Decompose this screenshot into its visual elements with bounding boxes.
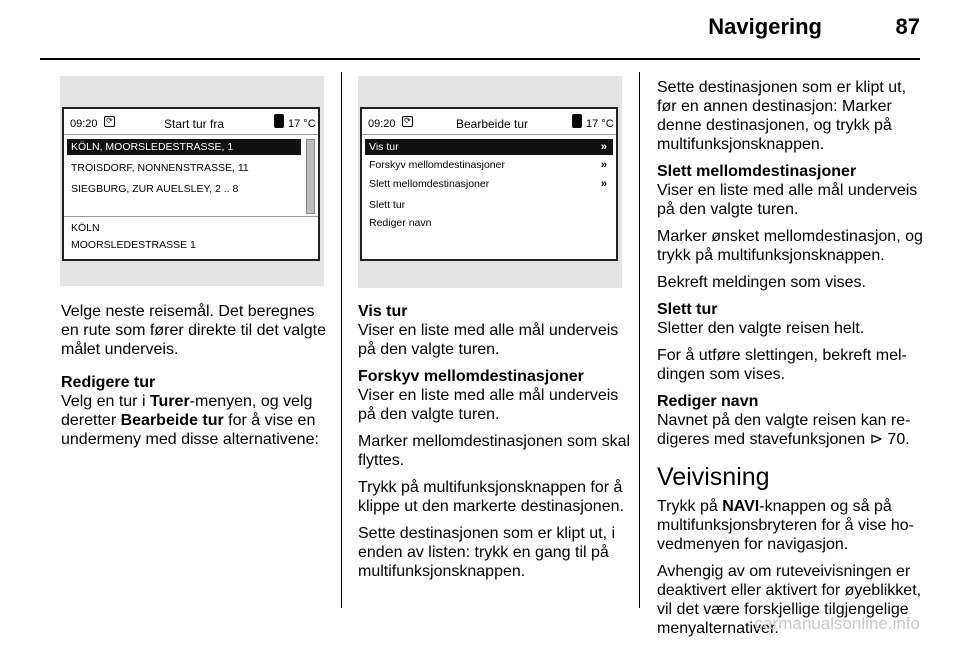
column-1-text bbox=[61, 302, 329, 457]
screen-divider bbox=[362, 134, 616, 135]
column-2-text bbox=[358, 302, 632, 589]
list-item-selected[interactable]: KÖLN, MOORSLEDESTRASSE, 1 bbox=[67, 139, 301, 155]
list-item[interactable]: TROISDORF, NONNENSTRASSE, 11 bbox=[71, 162, 249, 174]
paragraph: Sette destinasjonen som er klipt ut, før en annen destinasjon: Marker denne destinasjonen, og trykk på multifunksjonsknappen. bbox=[657, 79, 907, 153]
screen-divider bbox=[64, 134, 318, 135]
text-run: Velg en tur i bbox=[61, 393, 150, 410]
heading-slett-mellomdestinasjoner: Slett mellomdestinasjoner bbox=[657, 163, 857, 180]
heading-slett-tur: Slett tur bbox=[657, 301, 718, 318]
menu-item-label: Vis tur bbox=[369, 141, 399, 153]
paragraph: Trykk på multifunksjonsknappen for å klippe ut den markerte destinasjonen. bbox=[358, 479, 624, 515]
menu-item-rediger-navn[interactable]: Rediger navn bbox=[369, 217, 432, 229]
screen-clock: 09:20 bbox=[70, 118, 98, 130]
column-divider-2 bbox=[639, 72, 640, 608]
page-number: 87 bbox=[895, 14, 920, 39]
thermometer-icon bbox=[572, 114, 582, 128]
paragraph: For å utføre slettingen, bekreft meldingen som vises. bbox=[657, 347, 907, 383]
paragraph: Sletter den valgte reisen helt. bbox=[657, 320, 865, 337]
menu-item-vis-tur[interactable] bbox=[365, 139, 613, 155]
column-divider-1 bbox=[341, 72, 342, 608]
footer-line: MOORSLEDESTRASSE 1 bbox=[71, 239, 196, 251]
text-run: -knappen og så på multifunksjonsbryteren for å vise hovedmenyen for navigasjon. bbox=[657, 498, 914, 553]
screen-title: Bearbeide tur bbox=[455, 117, 529, 131]
clock-icon: ⟳ bbox=[104, 116, 115, 127]
menu-item-label: Slett mellomdestinasjoner bbox=[369, 178, 490, 190]
heading-veivisning: Veivisning bbox=[657, 463, 770, 491]
heading-rediger-navn: Rediger navn bbox=[657, 393, 759, 410]
keyword-bearbeide-tur: Bearbeide tur bbox=[120, 412, 224, 429]
header-rule bbox=[40, 58, 920, 60]
paragraph: Marker mellomdestinasjonen som skal flyttes. bbox=[358, 433, 631, 469]
heading-forskyv: Forskyv mellomdestinasjoner bbox=[358, 368, 584, 385]
paragraph: Velge neste reisemål. Det beregnes en rute som fører direkte til det valgte målet underveis. bbox=[61, 303, 326, 358]
list-item[interactable]: SIEGBURG, ZUR AUELSLEY, 2 .. 8 bbox=[71, 183, 239, 195]
paragraph: Viser en liste med alle mål underveis på den valgte turen. bbox=[358, 387, 619, 423]
page-header-title: Navigering bbox=[708, 14, 822, 39]
display-screen-2 bbox=[360, 107, 618, 261]
heading-redigere-tur: Redigere tur bbox=[61, 374, 156, 391]
text-run: for å vise en undermeny med disse alternativene: bbox=[61, 412, 319, 448]
screen-title: Start tur fra bbox=[163, 117, 225, 131]
footer-line: KÖLN bbox=[71, 222, 100, 234]
heading-vis-tur: Vis tur bbox=[358, 303, 408, 320]
scrollbar[interactable] bbox=[306, 139, 315, 214]
screen-divider bbox=[64, 216, 318, 217]
chevron-right-icon: » bbox=[600, 141, 607, 153]
keyword-turer: Turer bbox=[149, 393, 190, 410]
text-run: -menyen, og velg deretter bbox=[61, 393, 313, 429]
menu-item-slett-mellom[interactable] bbox=[365, 176, 613, 192]
paragraph: Bekreft meldingen som vises. bbox=[657, 274, 866, 291]
menu-item-forskyv[interactable] bbox=[365, 157, 613, 173]
text-run: Trykk på bbox=[657, 498, 723, 515]
chevron-right-icon: » bbox=[600, 159, 607, 171]
paragraph: Avhengig av om ruteveivisningen er deaktivert eller aktivert for øyeblikket, vil det være forskjellige tilgjengelige menyalternativer. bbox=[657, 563, 922, 637]
clock-icon: ⟳ bbox=[402, 116, 413, 127]
paragraph: Viser en liste med alle mål underveis på den valgte turen. bbox=[657, 182, 918, 218]
keyword-navi: NAVI bbox=[722, 498, 760, 515]
paragraph: Marker ønsket mellomdestinasjon, og trykk på multifunksjonsknappen. bbox=[657, 228, 923, 264]
paragraph: Sette destinasjonen som er klipt ut, i enden av listen: trykk en gang til på multifunksjonsknappen. bbox=[358, 525, 616, 580]
watermark: carmanualsonline.info bbox=[754, 614, 920, 633]
screen-temperature: 17 °C bbox=[288, 118, 316, 130]
column-3-text bbox=[657, 78, 929, 646]
menu-item-label: Forskyv mellomdestinasjoner bbox=[369, 159, 505, 171]
paragraph: Viser en liste med alle mål underveis på den valgte turen. bbox=[358, 322, 619, 358]
paragraph: Navnet på den valgte reisen kan redigeres med stavefunksjonen ⊳ 70. bbox=[657, 412, 911, 448]
paragraph bbox=[61, 392, 329, 449]
paragraph bbox=[657, 497, 929, 554]
menu-item-slett-tur[interactable]: Slett tur bbox=[369, 199, 406, 211]
screen-clock: 09:20 bbox=[368, 118, 396, 130]
screen-temperature: 17 °C bbox=[586, 118, 614, 130]
display-screen-1 bbox=[62, 107, 320, 261]
chevron-right-icon: » bbox=[600, 178, 607, 190]
thermometer-icon bbox=[274, 114, 284, 128]
